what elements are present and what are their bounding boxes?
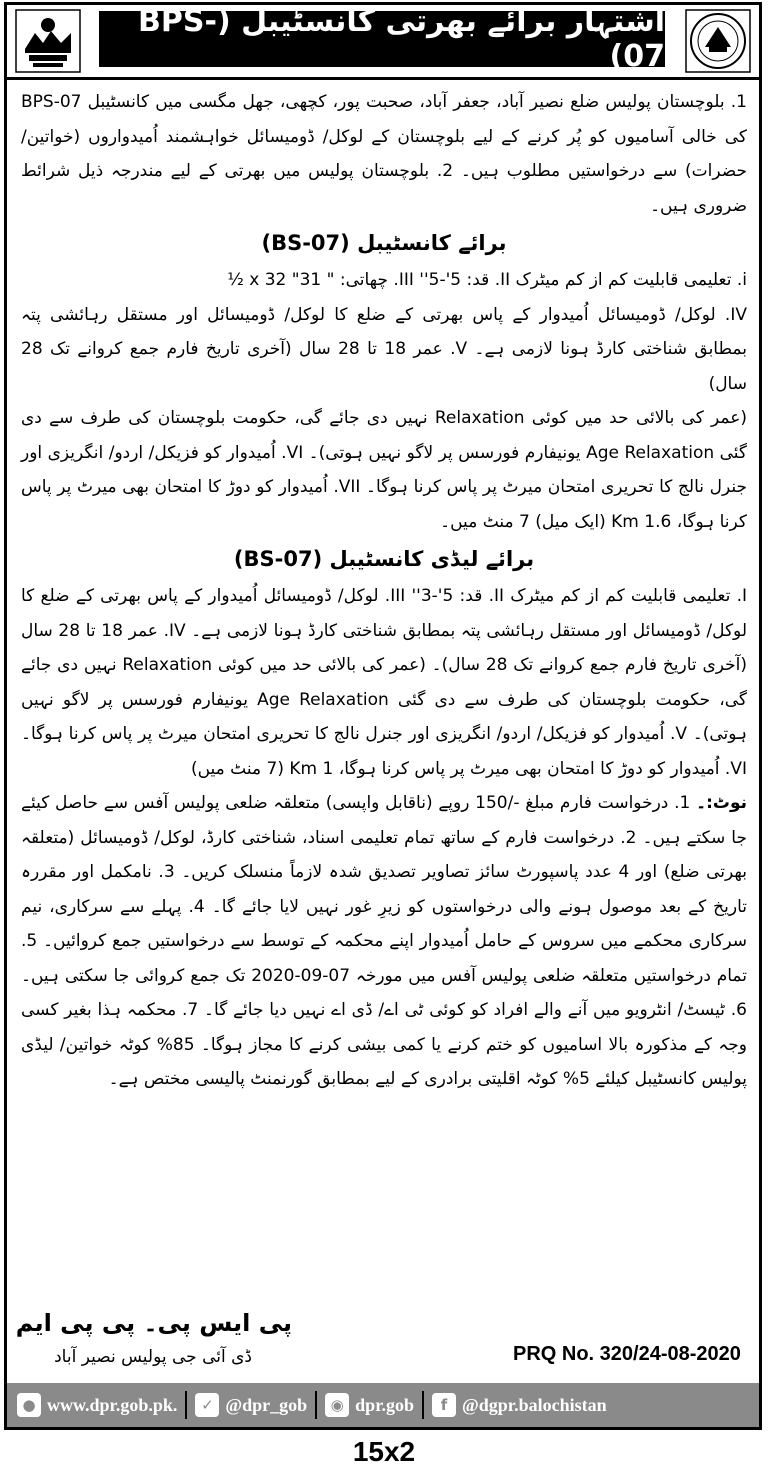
instagram-text: dpr.gob (355, 1394, 415, 1415)
signature-block (15, 1305, 747, 1385)
website-text: www.dpr.gob.pk. (47, 1394, 178, 1415)
divider (422, 1391, 424, 1419)
globe-icon: ● (17, 1393, 41, 1417)
instagram-link[interactable] (325, 1393, 414, 1417)
signatory-rank: پی ایس پی۔ پی پی ایم (15, 1309, 292, 1337)
social-links-bar (7, 1383, 759, 1427)
prq-number: PRQ No. 320/24-08-2020 (513, 1343, 741, 1365)
page-title: اشتہار برائے بھرتی کانسٹیبل (BPS-07) (99, 11, 665, 67)
note-paragraph (21, 786, 747, 1097)
constable-requirements-3: (عمر کی بالائی حد میں کوئی Relaxation نہیں دی جائے گی، حکومت بلوچستان کی طرف سے دی گئی Age Relaxation یونیفارم فورسس پر لاگو نہیں ہوتی)۔ VI. اُمیدوار کو فزیکل/ اردو/ انگریزی اور جنرل نالج کا تحریری امتحان میرٹ پر پاس کرنا ہوگا۔ VII. اُمیدوار کو دوڑ کا امتحان بھی میرٹ پر پاس کرنا ہوگا، 1.6 Km (ایک میل) 7 منٹ میں۔ (21, 408, 747, 532)
twitter-link[interactable] (195, 1393, 307, 1417)
divider (185, 1391, 187, 1419)
advertisement-body (21, 85, 747, 1097)
balochistan-police-logo-icon (15, 9, 81, 73)
instagram-icon: ◉ (325, 1393, 349, 1417)
signatory-office: ڈی آئی جی پولیس نصیر آباد (54, 1347, 252, 1367)
advertisement-frame (4, 2, 762, 1430)
website-link[interactable] (17, 1393, 177, 1417)
header (7, 5, 759, 80)
note-text: 1. درخواست فارم مبلغ -/150 روپے (ناقابل واپسی) متعلقہ ضلعی پولیس آفس سے حاصل کیئے جا سکتے ہیں۔ 2. درخواست فارم کے ساتھ تمام تعلیمی اسناد، شناختی کارڈ، لوکل/ ڈومیسائل (متعلقہ بھرتی ضلع) اور 4 عدد پاسپورٹ سائز تصاویر تصدیق شدہ لازماً منسلک کریں۔ 3. نامکمل اور مقررہ تاریخ کے بعد موصول ہونے والی درخواستوں کو زیرِ غور نہیں لایا جائے گا۔ 4. پہلے سے سرکاری، نیم سرکاری محکمے میں سروس کے حامل اُمیدوار اپنے محکمہ کے توسط سے درخواستیں جمع کروائیں۔ 5. تمام درخواستیں متعلقہ ضلعی پولیس آفس میں مورخہ 07-09-2020 تک جمع کروائی جا سکتی ہیں۔ 6. ٹیسٹ/ انٹرویو میں آنے والے افراد کو کوئی ٹی اے/ ڈی اے نہیں دیا جائے گا۔ 7. محکمہ ہذا بغیر کسی وجہ کے مذکورہ بالا اسامیوں کو ختم کرنے یا کمی بیشی کرنے کا مجاز ہوگا۔ 85% کوٹہ خواتین/ لیڈی پولیس کانسٹیبل کیلئے 5% کوٹہ اقلیتی برادری کے لیے بمطابق گورنمنٹ پالیسی مختص ہے۔ (21, 793, 748, 1089)
facebook-icon: f (432, 1393, 456, 1417)
note-label: نوٹ:۔ (696, 793, 747, 813)
twitter-icon: ✓ (195, 1393, 219, 1417)
divider (315, 1391, 317, 1419)
facebook-text: @dgpr.balochistan (462, 1394, 607, 1415)
lady-constable-requirements: I. تعلیمی قابلیت کم از کم میٹرک II. قد: 5'-3'' III. لوکل/ ڈومیسائل اُمیدوار کے پاس بھرتی کے ضلع کا لوکل/ ڈومیسائل اور مستقل رہائشی پتہ بمطابق شناختی کارڈ ہونا لازمی ہے۔ IV. عمر 18 تا 28 سال (آخری تاریخ فارم جمع کروانے تک 28 سال)۔ (عمر کی بالائی حد میں کوئی Relaxation نہیں دی جائے گی، حکومت بلوچستان کی طرف سے دی گئی Age Relaxation یونیفارم فورسس پر لاگو نہیں ہوتی)۔ V. اُمیدوار کو فزیکل/ اردو/ انگریزی اور جنرل نالج کا تحریری امتحان میرٹ پر پاس کرنا ہوگا۔ VI. اُمیدوار کو دوڑ کا امتحان بھی میرٹ پر پاس کرنا ہوگا، 1 Km (7 منٹ میں) (21, 586, 748, 779)
twitter-text: @dpr_gob (225, 1394, 308, 1415)
constable-heading: برائے کانسٹیبل (BS-07) (261, 231, 507, 255)
facebook-link[interactable] (432, 1393, 607, 1417)
lady-constable-heading: برائے لیڈی کانسٹیبل (BS-07) (233, 547, 535, 571)
constable-requirements-1: i. تعلیمی قابلیت کم از کم میٹرک II. قد: 5'-5'' III. چھاتی: " 31" x 32 ½ (227, 270, 747, 290)
ad-size-tag: 15x2 (352, 1436, 416, 1467)
intro-paragraph: 1. بلوچستان پولیس ضلع نصیر آباد، جعفر آباد، صحبت پور، کچھی، جھل مگسی میں کانسٹیبل BPS-07 کی خالی آسامیوں کو پُر کرنے کے لیے بلوچستان کے لوکل/ ڈومیسائل خواہشمند اُمیدواروں (خواتین/حضرات) سے درخواستیں مطلوب ہیں۔ 2. بلوچستان پولیس میں بھرتی کے لیے مندرجہ ذیل شرائط ضروری ہیں۔ (21, 92, 747, 216)
public-relations-seal-icon (685, 9, 751, 73)
constable-requirements-2: IV. لوکل/ ڈومیسائل اُمیدوار کے پاس بھرتی کے ضلع کا لوکل/ ڈومیسائل اور مستقل رہائشی پتہ بمطابق شناختی کارڈ ہونا لازمی ہے۔ V. عمر 18 تا 28 سال (آخری تاریخ فارم جمع کروانے تک 28 سال) (21, 304, 747, 394)
